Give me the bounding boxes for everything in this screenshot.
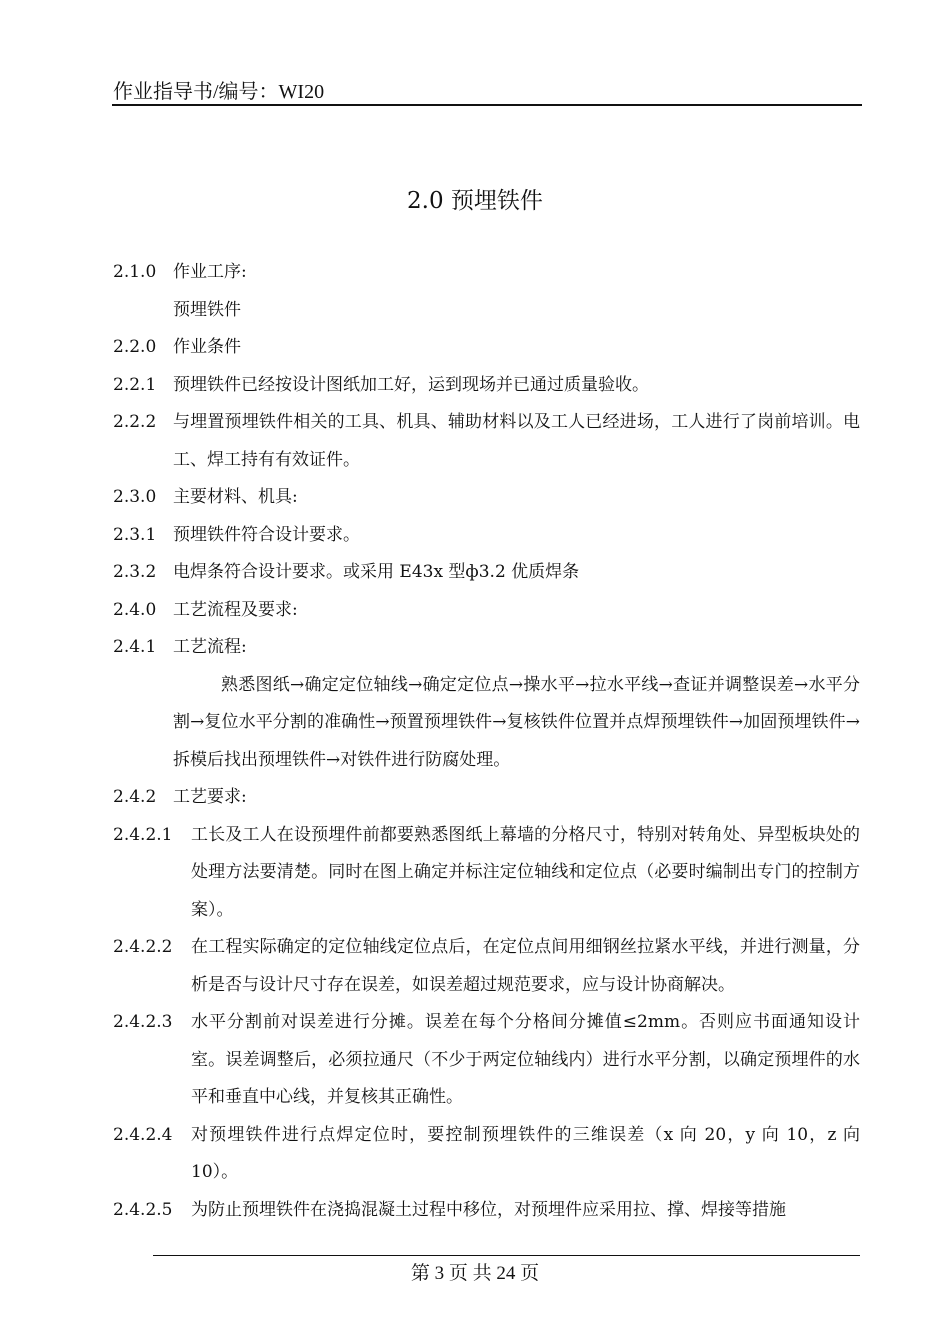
- clause-number: 2.2.0: [113, 337, 157, 357]
- clause-text: 预埋铁件已经按设计图纸加工好，运到现场并已通过质量验收。: [173, 374, 649, 395]
- clause-text: 预埋铁件符合设计要求。: [173, 524, 360, 545]
- clause-text: 电焊条符合设计要求。或采用 E43x 型ф3.2 优质焊条: [173, 562, 580, 582]
- clause-text: 作业工序:: [173, 262, 247, 282]
- section-title: 2.0 预埋铁件: [407, 188, 543, 214]
- clause-text: 工艺流程:: [173, 637, 247, 657]
- clause-number: 2.4.2.4: [113, 1124, 173, 1145]
- clause-number: 2.4.2.1: [113, 824, 173, 845]
- clause-number: 2.4.0: [113, 599, 157, 620]
- clause-number: 2.2.1: [113, 374, 157, 395]
- clause-number: 2.4.2.2: [113, 937, 173, 957]
- clause-2-4-2-2: [113, 929, 860, 1004]
- clause-2-3-0: [113, 479, 860, 517]
- clause-text: 对预埋铁件进行点焊定位时，要控制预埋铁件的三维误差（x 向 20，y 向 10，z 向 10）。: [191, 1124, 860, 1182]
- footer-rule: [153, 1255, 860, 1256]
- clause-2-1-0: [113, 254, 860, 292]
- clause-number: 2.4.1: [113, 637, 157, 657]
- clause-number: 2.2.2: [113, 412, 157, 432]
- clause-2-1-0-content: 预埋铁件: [173, 299, 241, 320]
- clause-text: 为防止预埋铁件在浇捣混凝土过程中移位，对预埋件应采用拉、撑、焊接等措施: [191, 1199, 786, 1220]
- clause-2-3-2: [113, 554, 860, 592]
- clause-2-4-2: [113, 779, 860, 817]
- clause-2-4-0: [113, 592, 860, 630]
- clause-text: 工艺要求:: [173, 787, 247, 807]
- clause-text: 工艺流程及要求:: [173, 599, 298, 620]
- clause-text: 在工程实际确定的定位轴线定位点后，在定位点间用细钢丝拉紧水平线，并进行测量，分析是否与设计尺寸存在误差，如误差超过规范要求，应与设计协商解决。: [191, 937, 860, 995]
- clause-text: 水平分割前对误差进行分摊。误差在每个分格间分摊值≤2mm。否则应书面通知设计室。误差调整后，必须拉通尺（不少于两定位轴线内）进行水平分割，以确定预埋件的水平和垂直中心线，并复核其正确性。: [191, 1012, 860, 1107]
- clause-2-2-2: [113, 404, 860, 479]
- clause-number: 2.3.0: [113, 487, 157, 507]
- document-body: [113, 254, 860, 1229]
- clause-2-4-2-5: [113, 1192, 860, 1230]
- clause-number: 2.1.0: [113, 262, 157, 282]
- clause-text: 与埋置预埋铁件相关的工具、机具、辅助材料以及工人已经进场，工人进行了岗前培训。电工、焊工持有有效证件。: [173, 412, 860, 470]
- header-rule: [112, 104, 862, 106]
- clause-2-4-2-1: [113, 817, 860, 930]
- clause-number: 2.3.2: [113, 562, 157, 582]
- clause-text: 主要材料、机具:: [173, 487, 298, 507]
- page-footer: 第 3 页 共 24 页: [410, 1263, 540, 1284]
- clause-text: 工长及工人在设预埋件前都要熟悉图纸上幕墙的分格尺寸，特别对转角处、异型板块处的处理方法要清楚。同时在图上确定并标注定位轴线和定位点（必要时编制出专门的控制方案）。: [191, 824, 860, 920]
- clause-2-2-1: [113, 367, 860, 405]
- page-header: 作业指导书/编号：WI20: [113, 81, 325, 103]
- clause-text: 作业条件: [173, 337, 241, 357]
- clause-number: 2.4.2: [113, 787, 157, 807]
- process-flow-text: 熟悉图纸→确定定位轴线→确定定位点→操水平→拉水平线→查证并调整误差→水平分割→复位水平分割的准确性→预置预埋铁件→复核铁件位置并点焊预埋铁件→加固预埋铁件→拆模后找出预埋铁件→对铁件进行防腐处理。: [173, 674, 860, 770]
- clause-number: 2.4.2.3: [113, 1012, 173, 1032]
- clause-2-4-2-4: [113, 1117, 860, 1192]
- clause-2-4-1: [113, 629, 860, 667]
- clause-2-2-0: [113, 329, 860, 367]
- clause-2-3-1: [113, 517, 860, 555]
- clause-number: 2.4.2.5: [113, 1199, 173, 1220]
- clause-2-4-2-3: [113, 1004, 860, 1117]
- clause-number: 2.3.1: [113, 524, 157, 545]
